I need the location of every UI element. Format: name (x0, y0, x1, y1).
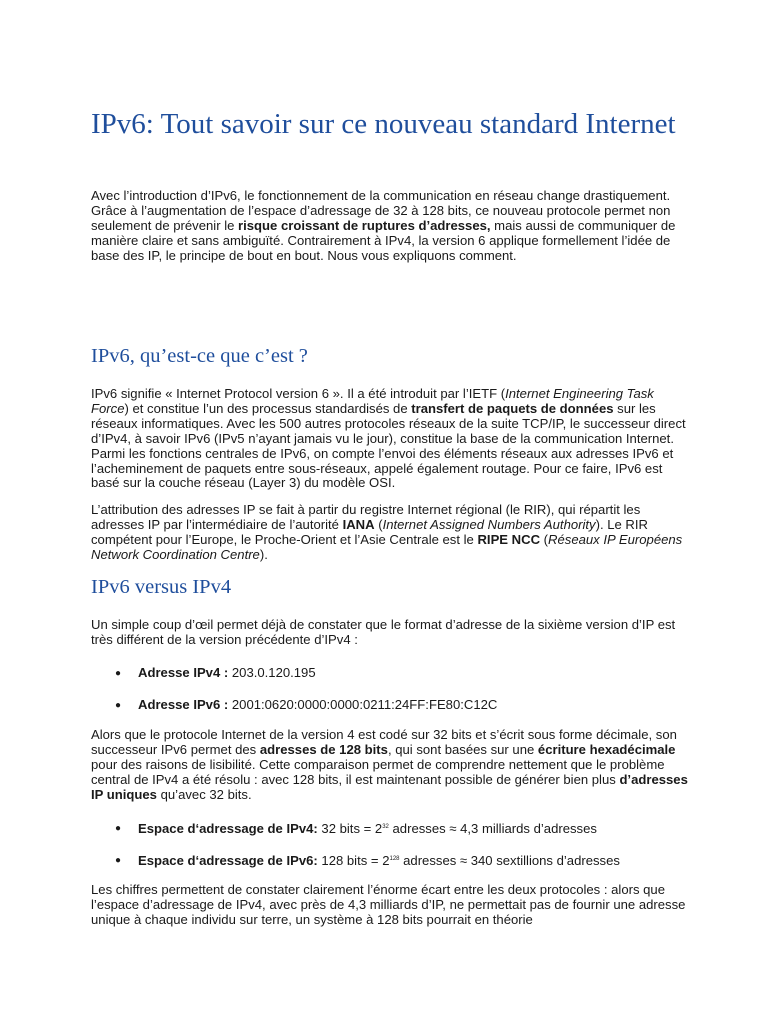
list-item-value: 128 bits = 2 (317, 853, 390, 868)
text-run: pour des raisons de lisibilité. Cette comparaison permet de comprendre nettement que le problème central de IPv4 a été résolu : avec 128 bits, il est maintenant possible de générer bien plus (91, 756, 665, 787)
text-run: ( (540, 531, 549, 547)
italic-run: Réseaux IP Européens Network Coordination Centre (91, 531, 683, 562)
bold-run: d’adresses IP uniques (91, 771, 688, 802)
paragraph-comparison (91, 728, 691, 803)
bold-run: IANA (342, 516, 375, 532)
text-run: ) et constitue l’un des processus standardisés de (124, 400, 412, 416)
italic-run: Internet Assigned Numbers Authority (382, 516, 596, 532)
paragraph-definition (91, 387, 691, 491)
list-item-ipv4-space (138, 820, 698, 836)
exponent: 128 (389, 856, 400, 862)
text-run: IPv6 signifie « Internet Protocol version 6 ». Il a été introduit par l’IETF ( (91, 386, 506, 401)
paragraph-format: Un simple coup d’œil permet déjà de constater que le format d’adresse de la sixième version d’IP est très différent de la version précédente d’IPv4 : (91, 617, 676, 647)
text-run: sur les réseaux informatiques. Avec les 500 autres protocoles réseaux de la suite TCP/IP, le successeur direct d’IPv4, à savoir IPv6 (IPv5 n’ayant jamais vu le jour), constitue la base de la communication Internet. Parmi les fonctions centrales de IPv6, on compte l’envoi des éléments réseaux aux adresses IPv6 et l’acheminement de paquets entre sous-réseaux, appelé également routage. Pour ce faire, IPv6 est basé sur la couche réseau (Layer 3) du modèle OSI. (91, 400, 686, 491)
paragraph-attribution (91, 503, 691, 563)
page-title: IPv6: Tout savoir sur ce nouveau standard Internet (91, 108, 676, 140)
list-item-label: Espace d‘adressage de IPv4: (138, 821, 318, 836)
text-run: mais aussi de communiquer de manière claire et sans ambiguïté. Contrairement à IPv4, la version 6 applique formellement l’idée de base des IP, le principe de bout en bout. Nous vous expliquons comment. (91, 217, 676, 263)
text-run: L’attribution des adresses IP se fait à partir du registre Internet régional (le RIR), qui répartit les adresses IP par l’intermédiaire de l’autorité (91, 502, 641, 532)
list-item-label: Adresse IPv6 : (138, 697, 229, 712)
paragraph-conclusion: Les chiffres permettent de constater clairement l’énorme écart entre les deux protocoles : alors que l’espace d’adressage de IPv4, avec près de 4,3 milliards d’IP, ne permettait pas de fournir une adresse unique à chaque individu sur terre, un système à 128 bits pourrait en théorie (91, 882, 686, 927)
text-run: ( (374, 516, 383, 532)
text-run: Alors que le protocole Internet de la version 4 est codé sur 32 bits et s’écrit sous forme décimale, son successeur IPv6 permet des (91, 727, 677, 757)
bold-run: écriture hexadécimale (537, 741, 676, 757)
text-run: ). Le RIR compétent pour l’Europe, le Proche-Orient et l’Asie Centrale est le (91, 516, 648, 547)
list-item-ipv6-space (138, 852, 698, 868)
list-item-value: adresses ≈ 4,3 milliards d’adresses (388, 821, 597, 836)
bullet-icon: ● (115, 823, 122, 834)
text-run: ). (259, 546, 268, 562)
italic-run: Internet Engineering Task Force (91, 386, 654, 416)
text-run: , qui sont basées sur une (387, 741, 538, 757)
bold-run: transfert de paquets de données (411, 400, 614, 416)
text-run: Avec l’introduction d’IPv6, le fonctionnement de la communication en réseau change drastiquement. Grâce à l’augmentation de l’espace d’adressage de 32 à 128 bits, ce nouveau protocole permet non seulement de prévenir le (91, 188, 671, 233)
bold-run: RIPE NCC (477, 531, 541, 547)
list-item-ipv4-address (138, 665, 698, 680)
exponent: 32 (382, 824, 389, 830)
text-run: qu’avec 32 bits. (156, 786, 252, 802)
list-item-value: 32 bits = 2 (317, 821, 383, 836)
bullet-icon: ● (115, 855, 122, 866)
list-item-value: 203.0.120.195 (228, 665, 316, 680)
intro-paragraph (91, 189, 691, 264)
bold-run: risque croissant de ruptures d’adresses, (238, 217, 491, 233)
bold-run: adresses de 128 bits (259, 741, 388, 757)
list-item-label: Adresse IPv4 : (138, 665, 229, 680)
list-item-value: 2001:0620:0000:0000:0211:24FF:FE80:C12C (228, 697, 498, 712)
list-item-ipv6-address (138, 697, 698, 712)
section-heading-versus: IPv6 versus IPv4 (91, 576, 232, 598)
bullet-icon: ● (115, 668, 122, 679)
list-item-label: Espace d‘adressage de IPv6: (138, 853, 318, 868)
bullet-icon: ● (115, 700, 122, 711)
list-item-value: adresses ≈ 340 sextillions d’adresses (399, 853, 620, 868)
section-heading-what-is: IPv6, qu’est-ce que c’est ? (91, 345, 308, 367)
